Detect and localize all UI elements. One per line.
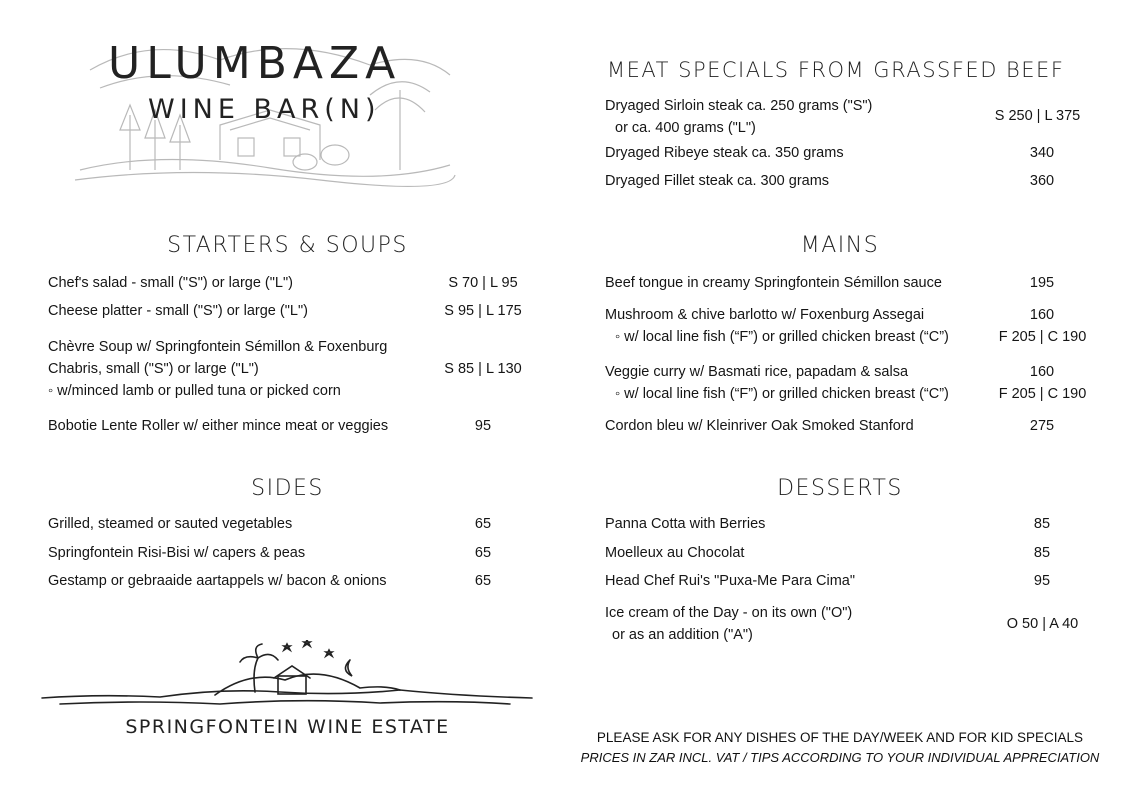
menu-item-price: O 50 | A 40 <box>1006 616 1079 632</box>
estate-name: SPRINGFONTEIN WINE ESTATE <box>125 716 450 738</box>
menu-item-price: S 250 | L 375 <box>994 108 1081 124</box>
desserts-section-title: DESSERTS <box>777 476 903 501</box>
menu-item-name: Moelleux au Chocolat <box>605 545 745 561</box>
menu-item-price: 95 <box>474 418 492 434</box>
menu-item-price: S 95 | L 175 <box>444 303 522 319</box>
mains-section-title: MAINS <box>800 233 880 258</box>
menu-item-price: 195 <box>1029 275 1055 291</box>
menu-item-name: Chef's salad - small ("S") or large ("L") <box>48 275 293 291</box>
menu-item-price: S 85 | L 130 <box>444 361 522 377</box>
menu-item-name: Dryaged Sirloin steak ca. 250 grams ("S") <box>605 98 873 114</box>
menu-item-name: Head Chef Rui's "Puxa-Me Para Cima" <box>605 573 855 589</box>
menu-item-price: 65 <box>474 573 492 589</box>
menu-item-price: 160 <box>1029 307 1055 323</box>
brand-title: ULUMBAZA <box>108 38 402 89</box>
sides-section-title: SIDES <box>251 476 324 501</box>
menu-item-price: 85 <box>1033 545 1051 561</box>
menu-item-name-cont: or as an addition ("A") <box>612 627 753 643</box>
menu-item-name: Veggie curry w/ Basmati rice, papadam & salsa <box>605 364 909 380</box>
menu-item-price: 95 <box>1033 573 1051 589</box>
menu-item-name: Dryaged Fillet steak ca. 300 grams <box>605 173 830 189</box>
menu-item-name: Chèvre Soup w/ Springfontein Sémillon & Foxenburg <box>48 339 388 355</box>
menu-item-price: 275 <box>1029 418 1055 434</box>
menu-item-name: Dryaged Ribeye steak ca. 350 grams <box>605 145 844 161</box>
menu-item-name-cont: Chabris, small ("S") or large ("L") <box>48 361 259 377</box>
menu-item-name: Gestamp or gebraaide aartappels w/ bacon & onions <box>48 573 387 589</box>
menu-item-name: Springfontein Risi-Bisi w/ capers & peas <box>48 545 306 561</box>
menu-item-price: 340 <box>1029 145 1055 161</box>
menu-item-name: Mushroom & chive barlotto w/ Foxenburg Assegai <box>605 307 925 323</box>
footer-notice: PLEASE ASK FOR ANY DISHES OF THE DAY/WEEK AND FOR KID SPECIALS <box>596 730 1084 745</box>
starters-section-title: STARTERS & SOUPS <box>167 233 408 258</box>
menu-item-price: 160 <box>1029 364 1055 380</box>
menu-item-price: S 70 | L 95 <box>448 275 518 291</box>
footer-prices-note: PRICES IN ZAR INCL. VAT / TIPS ACCORDING TO YOUR INDIVIDUAL APPRECIATION <box>580 750 1100 765</box>
menu-item-name: Bobotie Lente Roller w/ either mince meat or veggies <box>48 418 389 434</box>
island-sketch-illustration <box>40 640 535 715</box>
menu-item-option-price: F 205 | C 190 <box>998 386 1087 402</box>
menu-item-name: Beef tongue in creamy Springfontein Sémillon sauce <box>605 275 942 291</box>
menu-item-name: Ice cream of the Day - on its own ("O") <box>605 605 853 621</box>
menu-item-price: 65 <box>474 545 492 561</box>
menu-item-option: ◦ w/ local line fish (“F”) or grilled chicken breast (“C”) <box>615 386 949 402</box>
menu-item-name: Cordon bleu w/ Kleinriver Oak Smoked Stanford <box>605 418 914 434</box>
meat-section-title: MEAT SPECIALS FROM GRASSFED BEEF <box>607 58 1065 82</box>
menu-item-name: Panna Cotta with Berries <box>605 516 766 532</box>
menu-item-price: 85 <box>1033 516 1051 532</box>
brand-subtitle: WINE BAR(N) <box>148 94 381 125</box>
menu-item-price: 360 <box>1029 173 1055 189</box>
menu-item-name: Grilled, steamed or sauted vegetables <box>48 516 293 532</box>
menu-item-option: ◦ w/ local line fish (“F”) or grilled chicken breast (“C”) <box>615 329 949 345</box>
menu-item-name: Cheese platter - small ("S") or large ("L") <box>48 303 308 319</box>
menu-item-name-cont: or ca. 400 grams ("L") <box>615 120 756 136</box>
menu-item-price: 65 <box>474 516 492 532</box>
menu-item-option: ◦ w/minced lamb or pulled tuna or picked corn <box>48 383 341 399</box>
menu-item-option-price: F 205 | C 190 <box>998 329 1087 345</box>
